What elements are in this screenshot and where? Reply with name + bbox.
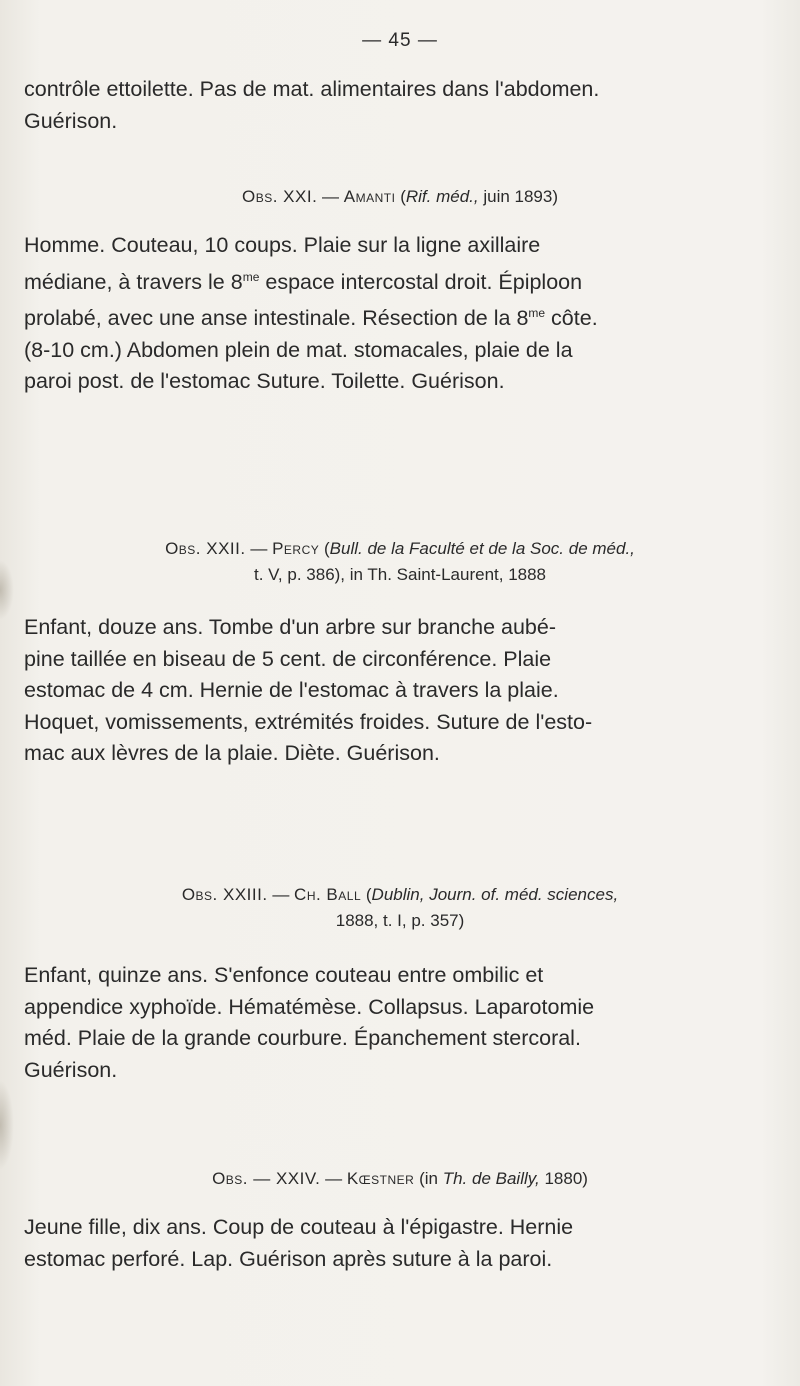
text-line: Jeune fille, dix ans. Coup de couteau à l'épigastre. Hernie: [24, 1215, 574, 1239]
obs-author: Amanti: [343, 187, 396, 206]
text-line: pine taillée en biseau de 5 cent. de circonférence. Plaie: [24, 646, 552, 671]
obs-label: Obs. — XXIV.: [212, 1169, 321, 1188]
text-line: Hoquet, vomissements, extrémités froides. Suture de l'esto-: [24, 709, 593, 734]
obs-source-line2: t. V, p. 386), in Th. Saint-Laurent, 1888: [253, 565, 547, 584]
obs-body: [24, 230, 776, 398]
text-line: Enfant, douze ans. Tombe d'un arbre sur branche aubé-: [24, 615, 556, 639]
obs-source-line2: 1888, t. I, p. 357): [335, 911, 465, 930]
intro-paragraph: [24, 74, 776, 137]
obs-label: Obs. XXII.: [165, 539, 246, 558]
text-line: méd. Plaie de la grande courbure. Épanchement stercoral.: [24, 1026, 581, 1050]
text-line: Guérison.: [24, 1057, 118, 1082]
text-line: contrôle ettoilette. Pas de mat. alimentaires dans l'abdomen.: [24, 77, 600, 101]
obs-author: Kœstner: [346, 1169, 415, 1188]
obs-source-rest: 1880): [539, 1169, 588, 1188]
text-line: médiane, à travers le $8^{me}$ espace intercostal droit. Épiploon: [24, 269, 583, 294]
obs-author: Ch. Ball: [294, 885, 362, 904]
obs-source: Bull. de la Faculté et de la Soc. de méd.,: [329, 539, 635, 558]
text-line: Homme. Couteau, 10 coups. Plaie sur la ligne axillaire: [24, 233, 541, 257]
obs-body: [24, 960, 776, 1086]
obs-label: Obs. XXIII.: [181, 885, 268, 904]
text-line: paroi post. de l'estomac Suture. Toilette. Guérison.: [24, 369, 505, 394]
page-number: — 45 —: [362, 30, 438, 51]
text-line: Guérison.: [24, 108, 118, 133]
text-line: estomac de 4 cm. Hernie de l'estomac à travers la plaie.: [24, 678, 559, 702]
obs-source-rest: juin 1893): [478, 187, 558, 206]
obs-body: [24, 612, 776, 770]
obs-author: Percy: [272, 539, 320, 558]
obs-body: [24, 1212, 776, 1275]
obs-heading: Obs. XXII. — Percy (Bull. de la Faculté et de la Soc. de méd., t. V, p. 386), in Th. Saint-Laurent, 1888: [0, 536, 800, 588]
text-line: Enfant, quinze ans. S'enfonce couteau entre ombilic et: [24, 963, 544, 987]
obs-heading: Obs. XXI. — Amanti (Rif. méd., juin 1893): [242, 187, 558, 206]
text-line: estomac perforé. Lap. Guérison après suture à la paroi.: [24, 1246, 553, 1271]
text-line: (8-10 cm.) Abdomen plein de mat. stomacales, plaie de la: [24, 337, 573, 362]
obs-heading: Obs. XXIII. — Ch. Ball (Dublin, Journ. of. méd. sciences, 1888, t. I, p. 357): [0, 882, 800, 934]
obs-source: Rif. méd.,: [405, 187, 479, 206]
text-line: prolabé, avec une anse intestinale. Résection de la $8^{me}$ côte.: [24, 306, 598, 331]
text-line: appendice xyphoïde. Hématémèse. Collapsus. Laparotomie: [24, 994, 595, 1019]
paper-stain: [0, 1080, 14, 1170]
text-line: mac aux lèvres de la plaie. Diète. Guérison.: [24, 741, 440, 765]
obs-source: Th. de Bailly,: [442, 1169, 540, 1188]
obs-label: Obs. XXI.: [242, 187, 318, 206]
obs-heading: Obs. — XXIV. — Kœstner (in Th. de Bailly, 1880): [212, 1169, 588, 1188]
obs-source: Dublin, Journ. of. méd. sciences,: [371, 885, 619, 904]
